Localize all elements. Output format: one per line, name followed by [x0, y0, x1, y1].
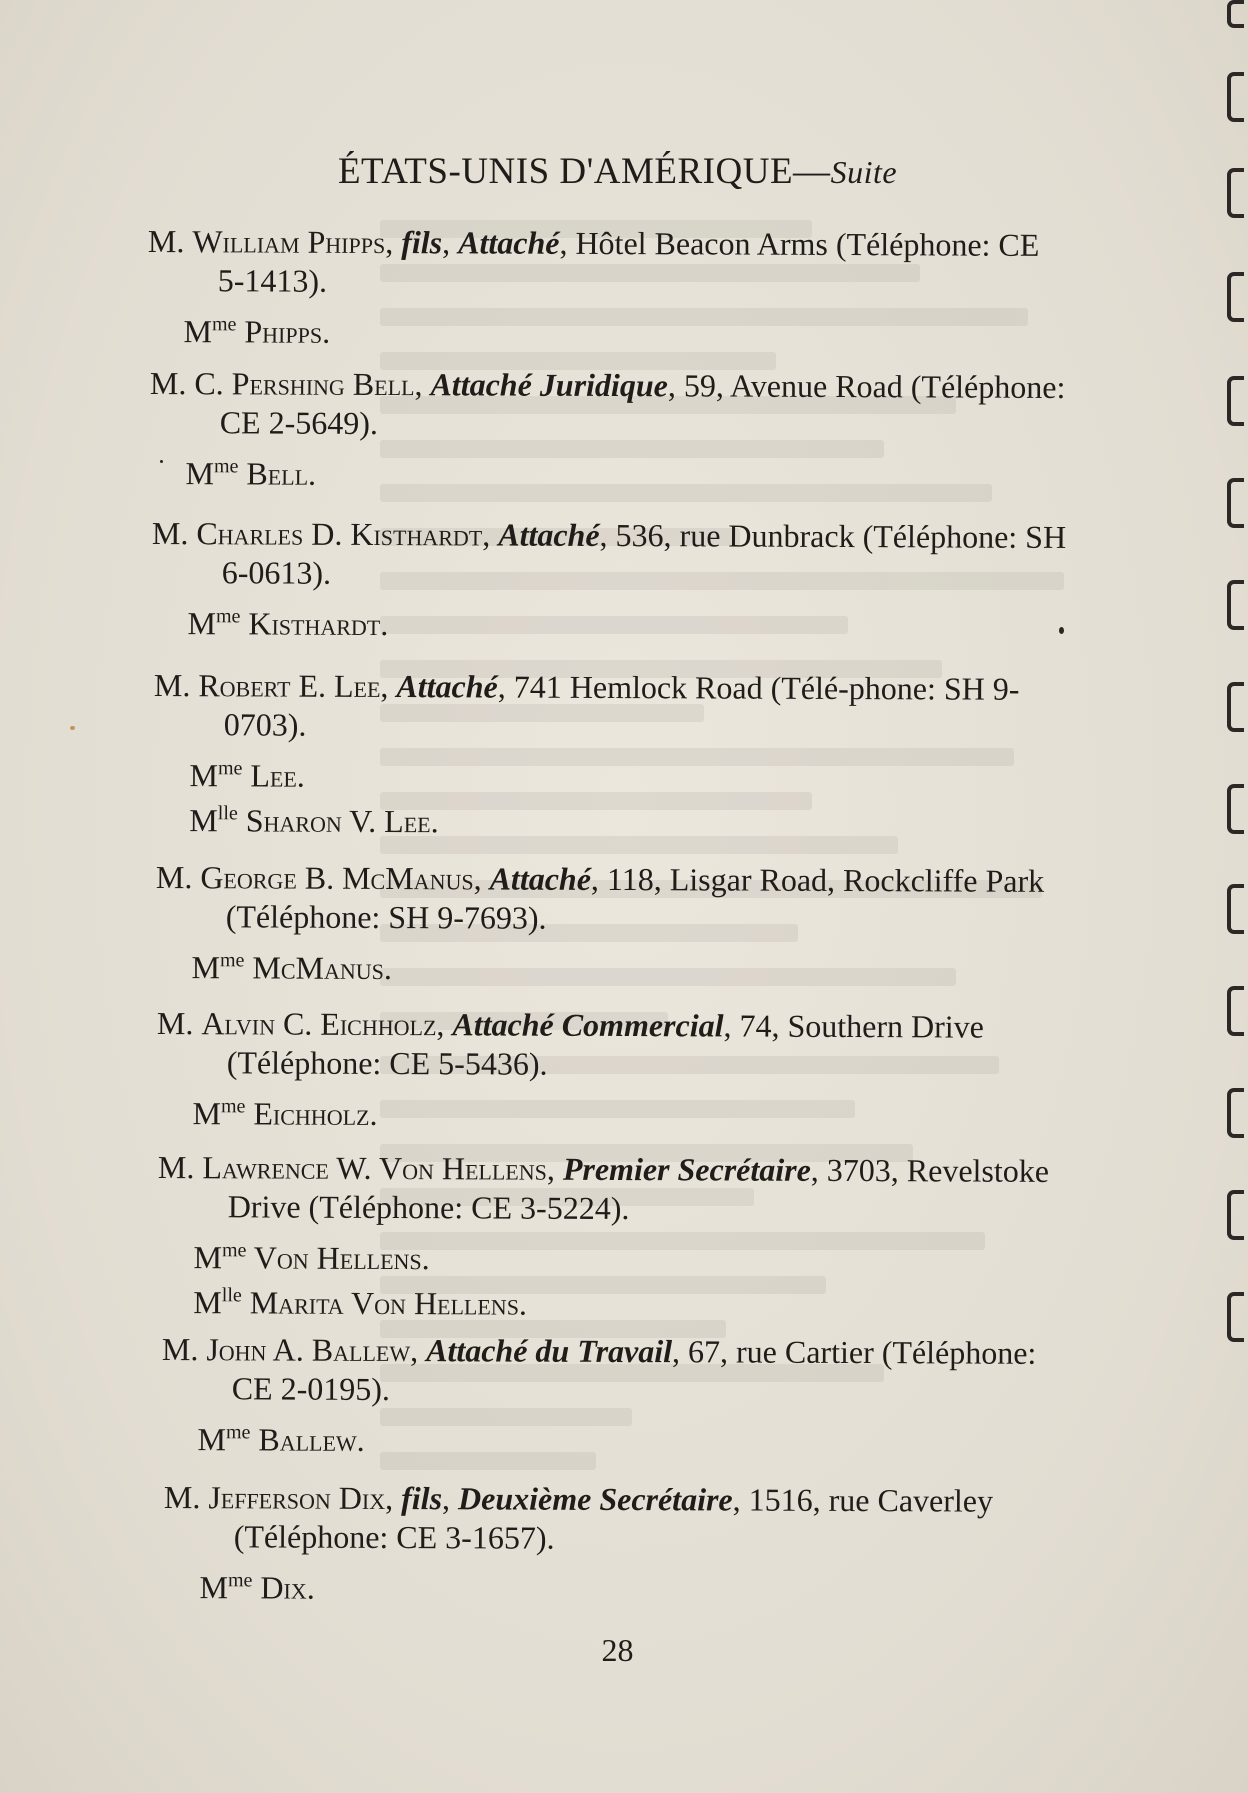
entry-title: Attaché Juridique	[430, 366, 668, 404]
entry-prefix: M.	[153, 667, 199, 704]
entry-separator: ,	[441, 1480, 459, 1517]
binding-ring	[1227, 1088, 1244, 1138]
entry-prefix: M.	[163, 1479, 209, 1516]
page-number: 28	[601, 1632, 634, 1668]
family-member	[153, 801, 1073, 844]
entry-title: Attaché du Travail	[426, 1332, 673, 1370]
binding-ring	[1227, 478, 1244, 528]
honorific-superscript: lle	[217, 802, 238, 825]
entry-title: Attaché	[396, 668, 498, 705]
honorific: M	[191, 949, 221, 986]
entry-main-line	[162, 1330, 1082, 1412]
family-member	[163, 1568, 1083, 1611]
entry-title: Attaché Commercial	[452, 1006, 724, 1044]
entry-prefix: M.	[157, 1149, 203, 1186]
entry-name: John A. Ballew	[206, 1331, 411, 1369]
entry-separator: ,	[671, 1333, 689, 1370]
honorific: M	[185, 455, 215, 492]
entry-separator: ,	[599, 516, 616, 554]
entry-separator: ,	[410, 1332, 427, 1369]
honorific-superscript: me	[217, 757, 243, 780]
entry-separator: ,	[732, 1481, 749, 1518]
entry-prefix: M.	[161, 1331, 207, 1368]
directory-entry	[147, 222, 1068, 355]
entry-address: 67, rue Cartier (Téléphone: CE 2-0195).	[231, 1333, 1037, 1407]
entry-name: Robert E. Lee	[198, 667, 381, 704]
entry-separator: ,	[385, 224, 402, 261]
family-member	[149, 454, 1069, 497]
family-member	[147, 312, 1067, 355]
entry-main-line	[148, 222, 1068, 304]
entry-address: 59, Avenue Road (Téléphone: CE 2-5649).	[219, 367, 1066, 441]
binding-ring	[1227, 784, 1244, 834]
entry-main-line	[157, 1004, 1077, 1086]
family-member	[157, 1283, 1077, 1326]
honorific-superscript: lle	[221, 1284, 242, 1307]
paper-speck	[160, 460, 163, 463]
page-heading	[0, 150, 1235, 193]
family-member-name: Marita Von Hellens.	[241, 1284, 528, 1322]
family-member	[153, 756, 1073, 799]
entry-address: 3703, Revelstoke Drive (Téléphone: CE 3-5224).	[227, 1151, 1050, 1227]
entry-name: Charles D. Kisthardt	[196, 515, 483, 553]
binding-ring	[1227, 986, 1244, 1036]
entry-separator: ,	[442, 224, 459, 261]
family-member	[161, 1420, 1081, 1463]
entry-title: Attaché	[458, 224, 560, 261]
entry-separator: ,	[380, 667, 397, 705]
entry-qualifier: fils	[401, 1480, 443, 1517]
directory-entry	[157, 1148, 1078, 1326]
family-member	[157, 1238, 1077, 1281]
binding-ring	[1227, 0, 1244, 28]
family-member-name: Eichholz.	[245, 1095, 378, 1132]
entry-main-line	[150, 364, 1070, 446]
entry-separator: ,	[414, 366, 431, 403]
directory-entry	[161, 1330, 1082, 1463]
honorific: M	[189, 757, 219, 794]
directory-entry	[156, 1004, 1077, 1137]
honorific: M	[193, 1239, 223, 1276]
honorific-superscript: me	[213, 455, 239, 478]
entry-name: Jefferson Dix	[208, 1479, 386, 1516]
directory-entry	[149, 364, 1070, 497]
entry-name: Alvin C. Eichholz	[201, 1005, 437, 1043]
entry-address: 74, Southern Drive (Téléphone: CE 5-5436).	[226, 1007, 985, 1082]
entry-separator: ,	[436, 1006, 453, 1043]
directory-entry	[153, 666, 1074, 844]
entry-separator: ,	[497, 668, 514, 705]
entry-separator: ,	[810, 1151, 827, 1188]
honorific-superscript: me	[220, 1095, 246, 1118]
family-member	[155, 948, 1075, 991]
entry-main-line	[154, 666, 1074, 748]
family-member-name: McManus.	[244, 949, 392, 987]
entry-address: 118, Lisgar Road, Rockcliffe Park (Téléphone: SH 9-7693).	[225, 860, 1045, 936]
paper-speck	[70, 726, 75, 730]
family-member-name: Sharon V. Lee.	[237, 802, 439, 840]
family-member-name: Von Hellens.	[246, 1239, 430, 1277]
entry-separator: ,	[559, 224, 576, 261]
entry-name: C. Pershing Bell	[194, 365, 415, 403]
honorific: M	[183, 313, 213, 350]
binding-ring	[1227, 1292, 1244, 1342]
binding-ring	[1227, 884, 1244, 934]
binding-ring	[1227, 1190, 1244, 1240]
entry-qualifier: fils	[401, 224, 443, 261]
entry-title: Premier Secrétaire	[562, 1150, 811, 1188]
binding-ring	[1227, 72, 1244, 122]
directory-entry	[151, 514, 1072, 647]
entry-separator: ,	[473, 860, 490, 897]
entry-main-line	[156, 858, 1076, 940]
family-member	[151, 604, 1071, 647]
entry-prefix: M.	[156, 1005, 202, 1042]
entry-separator: ,	[482, 516, 499, 553]
entry-title: Deuxième Secrétaire	[457, 1480, 733, 1518]
honorific: M	[192, 1095, 222, 1132]
heading-suite: Suite	[830, 154, 898, 190]
binding-ring	[1227, 376, 1244, 426]
honorific: M	[189, 802, 218, 839]
family-member-name: Bell.	[238, 455, 317, 492]
spiral-binding	[1222, 0, 1248, 1793]
entry-separator: ,	[590, 860, 608, 897]
entry-title: Attaché	[489, 860, 592, 897]
honorific-superscript: me	[215, 605, 241, 628]
entry-address: 536, rue Dunbrack (Téléphone: SH 6-0613).	[221, 517, 1067, 591]
family-member-name: Dix.	[252, 1569, 315, 1606]
honorific: M	[199, 1569, 229, 1606]
entry-main-line	[158, 1148, 1078, 1230]
entry-address: 741 Hemlock Road (Télé-phone: SH 9-0703).	[223, 668, 1020, 743]
binding-ring	[1227, 580, 1244, 630]
entry-prefix: M.	[155, 859, 201, 896]
honorific-superscript: me	[211, 313, 237, 336]
entry-separator: ,	[546, 1150, 563, 1187]
binding-ring	[1227, 272, 1244, 322]
entry-separator: ,	[723, 1007, 740, 1044]
entry-prefix: M.	[151, 515, 197, 552]
honorific-superscript: me	[221, 1239, 247, 1262]
family-member-name: Phipps.	[236, 313, 331, 350]
entry-separator: ,	[385, 1479, 402, 1517]
binding-ring	[1227, 682, 1244, 732]
entry-prefix: M.	[147, 222, 193, 260]
entry-main-line	[152, 514, 1072, 596]
entry-name: Lawrence W. Von Hellens	[202, 1149, 547, 1187]
entry-title: Attaché	[498, 516, 600, 553]
entry-separator: ,	[667, 367, 684, 404]
honorific-superscript: me	[225, 1421, 251, 1444]
honorific-superscript: me	[219, 949, 245, 972]
family-member-name: Ballew.	[250, 1421, 365, 1458]
entry-address: Hôtel Beacon Arms (Téléphone: CE 5-1413).	[217, 224, 1040, 299]
honorific-superscript: me	[227, 1569, 253, 1592]
entry-main-line	[164, 1478, 1084, 1560]
honorific: M	[193, 1284, 222, 1321]
paper-speck	[1059, 627, 1064, 634]
honorific: M	[197, 1421, 227, 1458]
honorific: M	[187, 605, 217, 642]
entry-address: 1516, rue Caverley (Téléphone: CE 3-1657).	[233, 1481, 994, 1556]
directory-entry	[155, 858, 1076, 991]
heading-country: ÉTATS-UNIS D'AMÉRIQUE—	[337, 151, 831, 192]
directory-entry	[163, 1478, 1084, 1611]
entry-name: George B. McManus	[200, 859, 474, 897]
family-member-name: Kisthardt.	[240, 605, 389, 643]
family-member	[156, 1094, 1076, 1137]
family-member-name: Lee.	[242, 757, 305, 794]
entry-name: William Phipps	[192, 223, 386, 261]
entry-prefix: M.	[149, 365, 195, 402]
